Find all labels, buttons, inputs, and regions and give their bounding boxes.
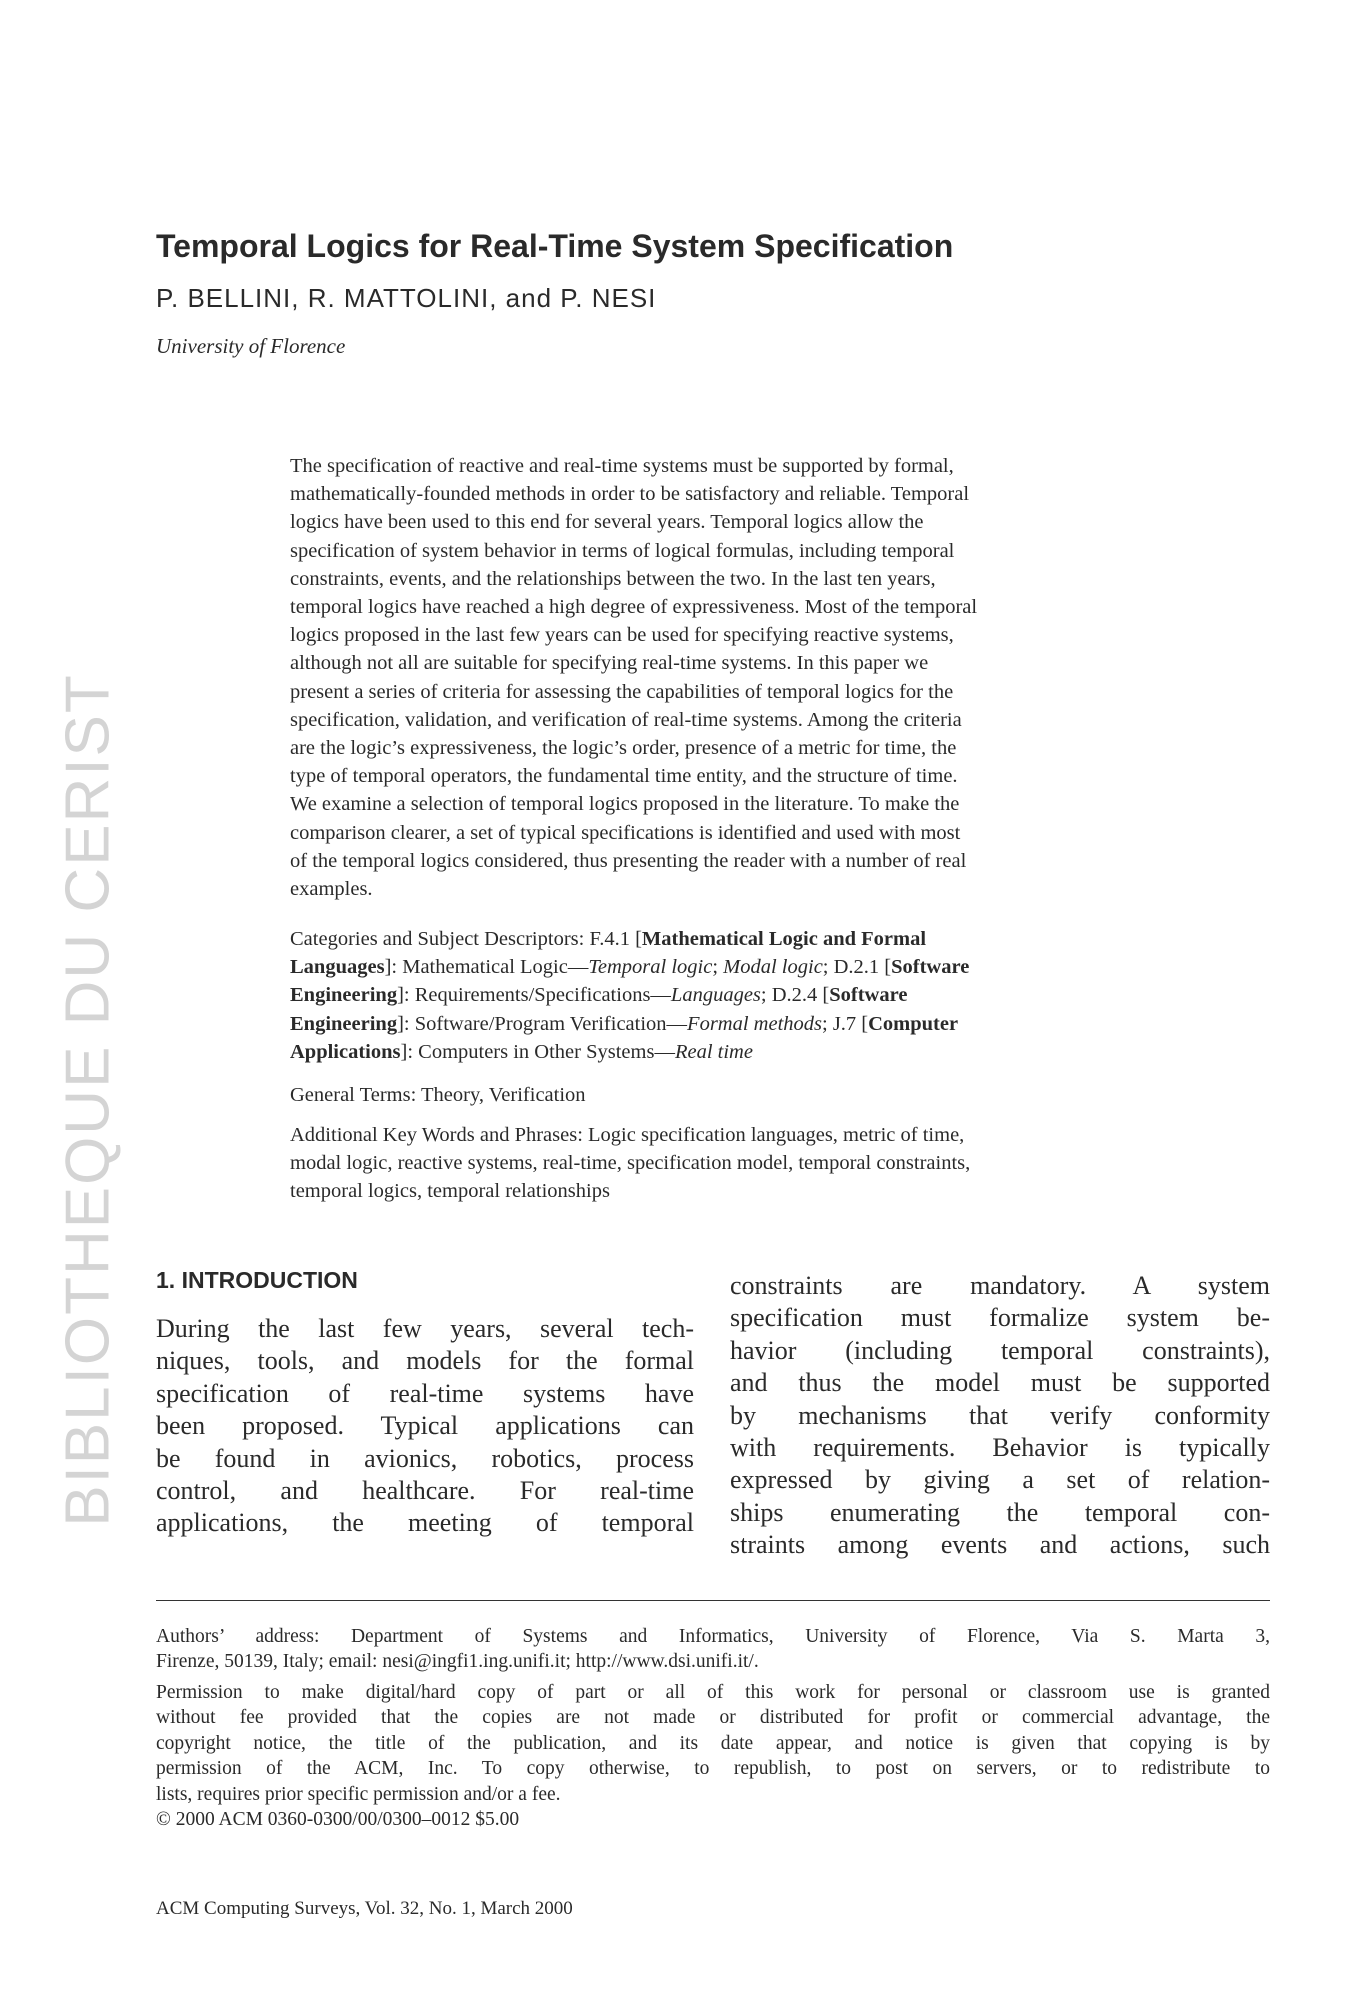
abstract-line: logics proposed in the last few years can be used for specifying reactive systems, (290, 624, 954, 647)
body-line: During the last few years, several tech- (156, 1314, 694, 1343)
abstract-line: examples. (290, 878, 373, 901)
abstract-line: logics have been used to this end for several years. Temporal logics allow the (290, 511, 924, 534)
descriptor-category: Engineering (290, 984, 398, 1007)
abstract-line: mathematically-founded methods in order to be satisfactory and reliable. Temporal (290, 483, 970, 506)
descriptor-category: Applications (290, 1040, 401, 1063)
descriptor-text: ; J.7 [ (822, 1012, 869, 1035)
descriptor-text: ; (712, 956, 724, 979)
descriptor-category: Software (829, 984, 908, 1007)
abstract-line: type of temporal operators, the fundamental time entity, and the structure of time. (290, 765, 958, 788)
body-line: been proposed. Typical applications can (156, 1411, 694, 1441)
keywords-line: modal logic, reactive systems, real-time, specification model, temporal constraints, (290, 1152, 971, 1175)
descriptor-text: ]: Mathematical Logic— (384, 956, 589, 979)
abstract-line: We examine a selection of temporal logics proposed in the literature. To make the (290, 793, 960, 816)
abstract-line: specification of system behavior in terms of logical formulas, including temporal (290, 539, 955, 562)
abstract (290, 452, 1200, 903)
descriptor-subject: Real time (674, 1040, 753, 1063)
body-line: specification of real-time systems have (156, 1378, 694, 1408)
body-line: niques, tools, and models for the formal (156, 1346, 694, 1376)
intro-right-column (730, 1270, 1270, 1562)
abstract-line: of the temporal logics considered, thus presenting the reader with a number of real (290, 849, 967, 872)
body-line: ships enumerating the temporal con- (730, 1497, 1270, 1527)
footnote-line: Authors’ address: Department of Systems and Informatics, University of Florence, Via S. Marta 3, (156, 1626, 1270, 1647)
footnote-line: Permission to make digital/hard copy of part or all of this work for personal or classroom use is granted (156, 1682, 1270, 1703)
descriptor-subject: Temporal logic (588, 956, 713, 979)
body-line: with requirements. Behavior is typically (730, 1433, 1270, 1463)
section-heading: 1. INTRODUCTION (156, 1267, 358, 1293)
body-line: specification must formalize system be- (730, 1303, 1270, 1333)
descriptor-category: Languages (290, 956, 385, 979)
abstract-line: present a series of criteria for assessing the capabilities of temporal logics for the (290, 680, 954, 703)
abstract-line: are the logic’s expressiveness, the logic’s order, presence of a metric for time, the (290, 737, 957, 760)
body-line: control, and healthcare. For real-time (156, 1476, 694, 1506)
footnote-line: without fee provided that the copies are not made or distributed for profit or commercial advantage, the (156, 1707, 1270, 1729)
body-line: expressed by giving a set of relation- (730, 1465, 1270, 1495)
descriptor-line (290, 925, 1200, 953)
descriptor-category: Software (891, 956, 970, 979)
descriptor-subject: Modal logic (723, 956, 823, 979)
body-line: havior (including temporal constraints), (730, 1335, 1270, 1365)
footnote-line: lists, requires prior specific permission and/or a fee. (156, 1783, 561, 1805)
abstract-line: comparison clearer, a set of typical specifications is identified and used with most (290, 821, 961, 844)
footnote-line: copyright notice, the title of the publication, and its date appear, and notice is given that copying is by (156, 1732, 1270, 1754)
copyright-line: © 2000 ACM 0360-0300/00/0300–0012 $5.00 (156, 1809, 520, 1831)
descriptor-line (290, 953, 1200, 981)
descriptor-subject: Formal methods (687, 1012, 822, 1035)
body-line: be found in avionics, robotics, process (156, 1443, 694, 1473)
intro-left-column (156, 1313, 694, 1540)
descriptor-category: Computer (868, 1012, 959, 1035)
body-line: straints among events and actions, such (730, 1530, 1270, 1560)
descriptor-text: Categories and Subject Descriptors: F.4.1 [ (290, 928, 642, 950)
footnote-line: Firenze, 50139, Italy; email: nesi@ingfi1.ing.unifi.it; http://www.dsi.unifi.it/. (156, 1651, 759, 1673)
keywords-line: temporal logics, temporal relationships (290, 1180, 610, 1203)
subject-descriptors (290, 925, 1200, 1066)
descriptor-text: ; D.2.1 [ (822, 956, 892, 979)
descriptor-text: ]: Software/Program Verification— (397, 1012, 688, 1035)
descriptor-line (290, 1038, 1200, 1066)
body-line: applications, the meeting of temporal (156, 1508, 694, 1538)
abstract-line: temporal logics have reached a high degree of expressiveness. Most of the temporal (290, 596, 978, 619)
paper-title: Temporal Logics for Real-Time System Specification (156, 228, 954, 264)
watermark-text: BIBLIOTHEQUE DU CERIST (53, 673, 123, 1527)
keywords (290, 1121, 1200, 1206)
descriptor-line (290, 1010, 1200, 1038)
author-list: P. BELLINI, R. MATTOLINI, and P. NESI (156, 283, 657, 313)
abstract-line: specification, validation, and verification of real-time systems. Among the criteria (290, 708, 962, 731)
author-address (156, 1624, 1270, 1675)
keywords-line: Additional Key Words and Phrases: Logic specification languages, metric of time, (290, 1124, 965, 1146)
body-line: and thus the model must be supported (730, 1368, 1270, 1398)
descriptor-category: Engineering (290, 1012, 398, 1035)
descriptor-line (290, 981, 1200, 1009)
general-terms (290, 1081, 1200, 1109)
abstract-line: although not all are suitable for specifying real-time systems. In this paper we (290, 652, 929, 675)
general-terms-line: General Terms: Theory, Verification (290, 1084, 586, 1106)
permission-notice (156, 1680, 1270, 1832)
affiliation: University of Florence (156, 334, 346, 358)
body-line: constraints are mandatory. A system (730, 1271, 1270, 1300)
abstract-line: constraints, events, and the relationships between the two. In the last ten years, (290, 567, 936, 590)
descriptor-text: ; D.2.4 [ (760, 984, 830, 1007)
body-line: by mechanisms that verify conformity (730, 1400, 1270, 1430)
descriptor-text: ]: Computers in Other Systems— (400, 1040, 675, 1063)
descriptor-category: Mathematical Logic and Formal (641, 928, 927, 950)
descriptor-subject: Languages (670, 984, 761, 1007)
abstract-line: The specification of reactive and real-time systems must be supported by formal, (290, 455, 954, 477)
footnote-line: permission of the ACM, Inc. To copy otherwise, to republish, to post on servers, or to redistribute to (156, 1758, 1270, 1780)
footnote-divider (156, 1600, 1270, 1601)
running-footer: ACM Computing Surveys, Vol. 32, No. 1, March 2000 (156, 1898, 573, 1919)
descriptor-text: ]: Requirements/Specifications— (397, 984, 671, 1007)
